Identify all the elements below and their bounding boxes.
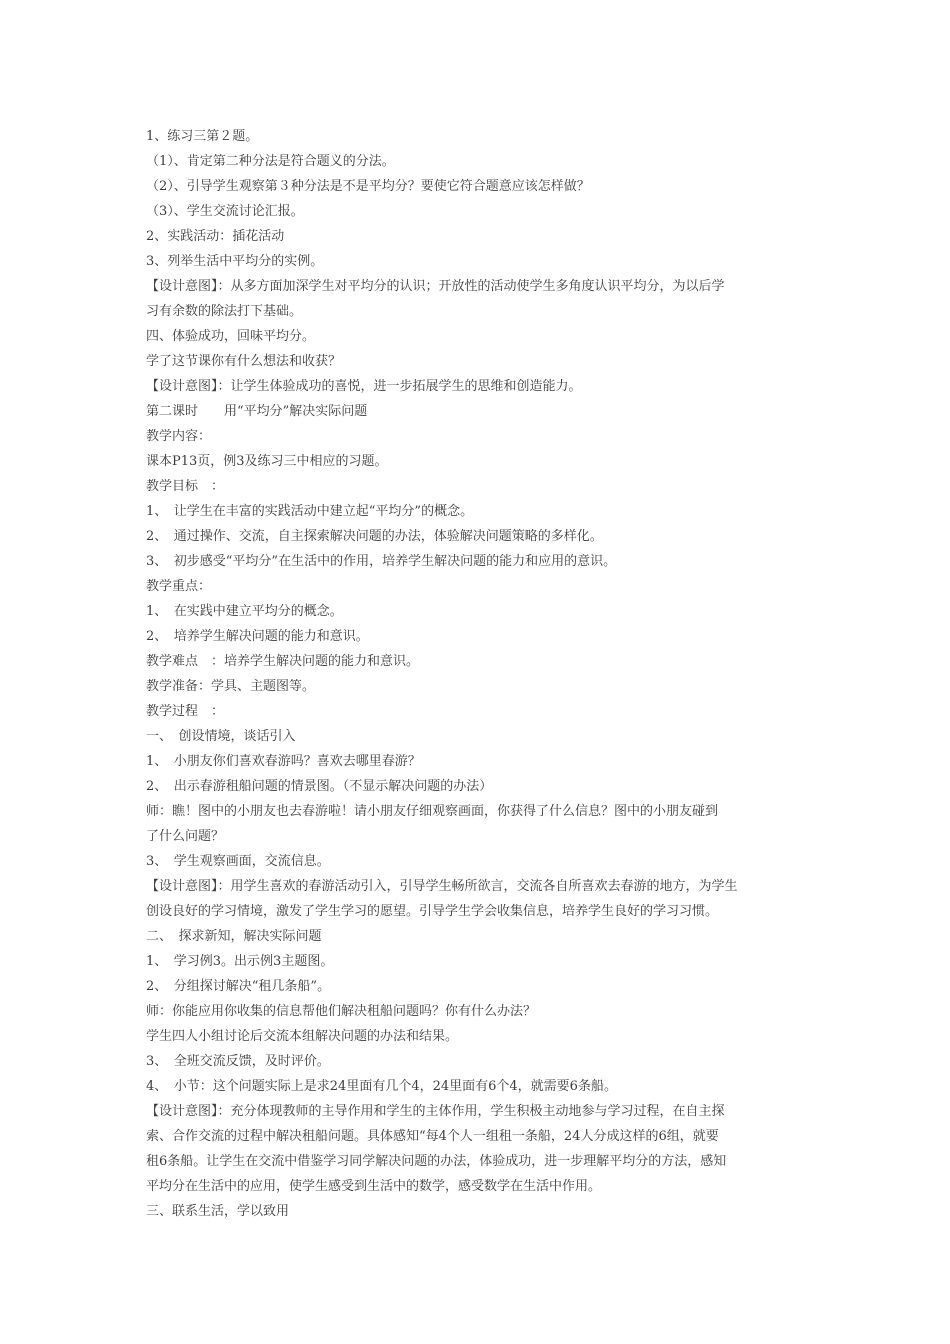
text-line: 1、练习三第２题。 <box>146 129 259 144</box>
text-line: （2）、引导学生观察第３种分法是不是平均分？要使它符合题意应该怎样做？ <box>146 179 590 194</box>
text-line: （1）、肯定第二种分法是符合题义的分法。 <box>146 154 395 169</box>
text-line: 了什么问题？ <box>146 829 225 844</box>
text-line: 2、 出示春游租船问题的情景图。（不显示解决问题的办法） <box>146 779 493 794</box>
text-line: 课本P13页，例3及练习三中相应的习题。 <box>146 454 388 469</box>
text-line: 【设计意图】：从多方面加深学生对平均分的认识；开放性的活动使学生多角度认识平均分，为以后学 <box>146 279 725 294</box>
text-line: 4、 小节：这个问题实际上是求24里面有几个4，24里面有6个4，就需要6条船。 <box>146 1079 617 1094</box>
text-line: 习有余数的除法打下基础。 <box>146 304 303 319</box>
text-line: 平均分在生活中的应用，使学生感受到生活中的数学，感受数学在生活中作用。 <box>146 1179 602 1194</box>
text-line: 创设良好的学习情境，激发了学生学习的愿望。引导学生学会收集信息，培养学生良好的学习习惯。 <box>146 904 719 919</box>
text-line: 3、 学生观察画面，交流信息。 <box>146 854 330 869</box>
document-body <box>146 124 778 1224</box>
text-line: 二、 探求新知，解决实际问题 <box>146 929 322 944</box>
text-line: 3、 初步感受“平均分”在生活中的作用，培养学生解决问题的能力和应用的意识。 <box>146 554 617 569</box>
text-line: （3）、学生交流讨论汇报。 <box>146 204 304 219</box>
text-line: 2、 通过操作、交流，自主探索解决问题的办法，体验解决问题策略的多样化。 <box>146 529 603 544</box>
text-line: 【设计意图】：充分体现教师的主导作用和学生的主体作用，学生积极主动地参与学习过程，在自主探 <box>146 1104 725 1119</box>
text-line: 1、 让学生在丰富的实践活动中建立起“平均分”的概念。 <box>146 504 474 519</box>
text-line: 2、 分组探讨解决“租几条船”。 <box>146 979 331 994</box>
text-line: 索、合作交流的过程中解决租船问题。具体感知“每4个人一组租一条船，24人分成这样的6组，就要 <box>146 1129 719 1144</box>
text-line: 教学准备：学具、主题图等。 <box>146 679 316 694</box>
text-line: 【设计意图】：让学生体验成功的喜悦，进一步拓展学生的思维和创造能力。 <box>146 379 582 394</box>
text-line: 四、体验成功，回味平均分。 <box>146 329 316 344</box>
text-line: 教学内容： <box>146 429 212 444</box>
text-line: 学了这节课你有什么想法和收获？ <box>146 354 342 369</box>
text-line: 师：你能应用你收集的信息帮他们解决租船问题吗？你有什么办法？ <box>146 1004 537 1019</box>
text-line: 1、 在实践中建立平均分的概念。 <box>146 604 343 619</box>
text-line: 2、实践活动：插花活动 <box>146 229 285 244</box>
text-line: 2、 培养学生解决问题的能力和意识。 <box>146 629 369 644</box>
text-line: 三、联系生活，学以致用 <box>146 1204 290 1219</box>
text-line: 租6条船。让学生在交流中借鉴学习同学解决问题的办法，体验成功，进一步理解平均分的方法，感知 <box>146 1154 727 1169</box>
text-line: 3、列举生活中平均分的实例。 <box>146 254 324 269</box>
text-line: 教学重点： <box>146 579 212 594</box>
text-line: 3、 全班交流反馈，及时评价。 <box>146 1054 330 1069</box>
text-line: 师：瞧！图中的小朋友也去春游啦！请小朋友仔细观察画面，你获得了什么信息？图中的小朋友碰到 <box>146 804 719 819</box>
text-line: 第二课时 用“平均分”解决实际问题 <box>146 404 368 419</box>
text-line: 教学目标 ： <box>146 479 225 494</box>
text-line: 1、 小朋友你们喜欢春游吗？喜欢去哪里春游？ <box>146 754 421 769</box>
text-line: 一、 创设情境，谈话引入 <box>146 729 296 744</box>
text-line: 教学过程 ： <box>146 704 225 719</box>
text-line: 【设计意图】：用学生喜欢的春游活动引入，引导学生畅所欲言，交流各自所喜欢去春游的地方，为学生 <box>146 879 738 894</box>
text-line: 学生四人小组讨论后交流本组解决问题的办法和结果。 <box>146 1029 459 1044</box>
text-line: 教学难点 ：培养学生解决问题的能力和意识。 <box>146 654 420 669</box>
text-line: 1、 学习例3。出示例3主题图。 <box>146 954 334 969</box>
